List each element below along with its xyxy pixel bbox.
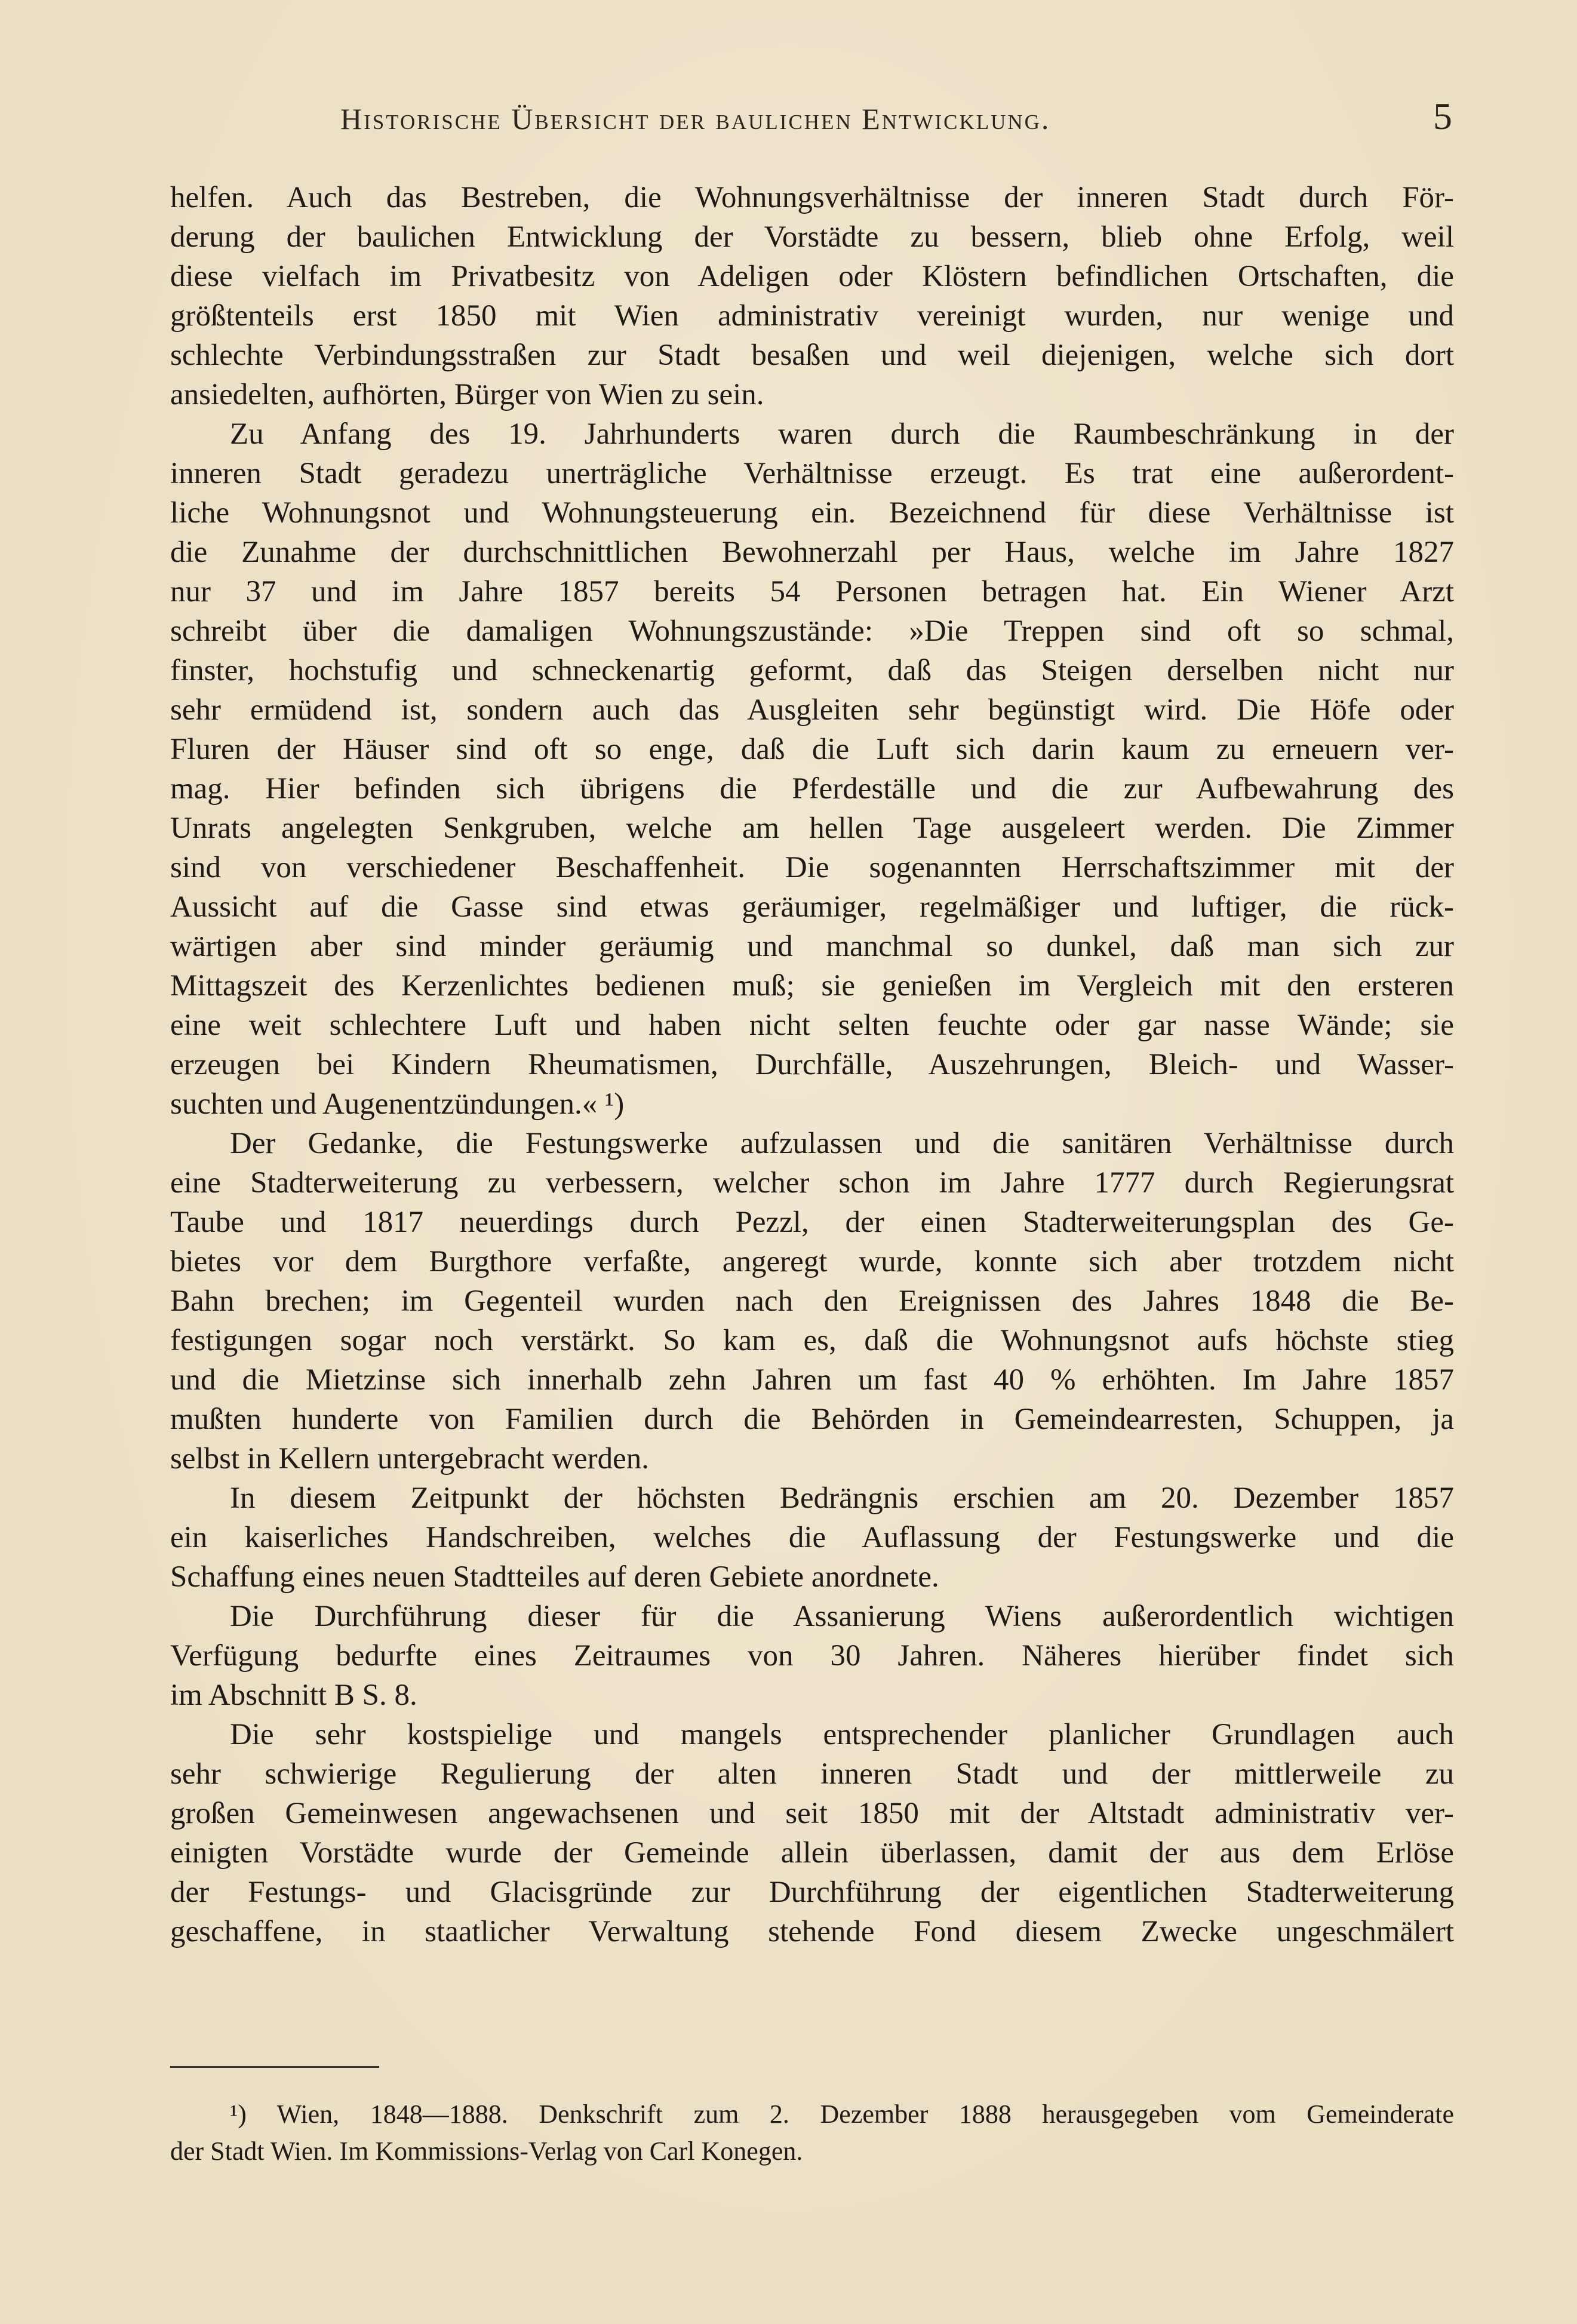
text-line: schlechte Verbindungsstraßen zur Stadt besaßen und weil diejenigen, welche sich dort [170,339,1454,372]
page-number: 5 [1433,95,1452,137]
running-head: Historische Übersicht der baulichen Entwicklung. [340,102,1051,136]
text-line: und die Mietzinse sich innerhalb zehn Jahren um fast 40 % erhöhten. Im Jahre 1857 [170,1363,1454,1397]
text-line: Der Gedanke, die Festungswerke aufzulassen und die sanitären Verhältnisse durch [230,1127,1454,1160]
text-line: geschaffene, in staatlicher Verwaltung stehende Fond diesem Zwecke ungeschmälert [170,1915,1454,1948]
footnotes [170,2096,1454,2170]
text-line: ein kaiserliches Handschreiben, welches die Auflassung der Festungswerke und die [170,1521,1454,1554]
text-line: Die Durchführung dieser für die Assanierung Wiens außerordentlich wichtigen [230,1600,1454,1633]
text-line: Zu Anfang des 19. Jahrhunderts waren durch die Raumbeschränkung in der [230,417,1454,451]
text-line: eine Stadterweiterung zu verbessern, welcher schon im Jahre 1777 durch Regierungsrat [170,1166,1454,1200]
text-line: erzeugen bei Kindern Rheumatismen, Durchfälle, Auszehrungen, Bleich- und Wasser- [170,1048,1454,1081]
page-header [0,90,1577,143]
footnote-line: der Stadt Wien. Im Kommissions-Verlag von Carl Konegen. [170,2137,803,2166]
text-line: ansiedelten, aufhörten, Bürger von Wien zu sein. [170,378,764,411]
text-line: Verfügung bedurfte eines Zeitraumes von 30 Jahren. Näheres hierüber findet sich [170,1639,1454,1673]
text-line: mag. Hier befinden sich übrigens die Pferdeställe und die zur Aufbewahrung des [170,772,1454,806]
text-line: diese vielfach im Privatbesitz von Adeligen oder Klöstern befindlichen Ortschaften, die [170,260,1454,293]
text-line: größtenteils erst 1850 mit Wien administrativ vereinigt wurden, nur wenige und [170,299,1454,333]
text-line: In diesem Zeitpunkt der höchsten Bedrängnis erschien am 20. Dezember 1857 [230,1481,1454,1515]
text-line: der Festungs- und Glacisgründe zur Durchführung der eigentlichen Stadterweiterung [170,1876,1454,1909]
text-line: einigten Vorstädte wurde der Gemeinde allein überlassen, damit der aus dem Erlöse [170,1836,1454,1870]
text-line: die Zunahme der durchschnittlichen Bewohnerzahl per Haus, welche im Jahre 1827 [170,536,1454,569]
text-line: sind von verschiedener Beschaffenheit. Die sogenannten Herrschaftszimmer mit der [170,851,1454,884]
text-line: inneren Stadt geradezu unerträgliche Verhältnisse erzeugt. Es trat eine außerordent- [170,457,1454,490]
text-line: Aussicht auf die Gasse sind etwas geräumiger, regelmäßiger und luftiger, die rück- [170,890,1454,924]
text-line: suchten und Augenentzündungen.« ¹) [170,1087,625,1121]
text-line: im Abschnitt B S. 8. [170,1679,417,1712]
text-line: Bahn brechen; im Gegenteil wurden nach den Ereignissen des Jahres 1848 die Be- [170,1284,1454,1318]
text-line: wärtigen aber sind minder geräumig und manchmal so dunkel, daß man sich zur [170,930,1454,963]
text-line: selbst in Kellern untergebracht werden. [170,1442,650,1475]
text-line: bietes vor dem Burgthore verfaßte, angeregt wurde, konnte sich aber trotzdem nicht [170,1245,1454,1278]
footnote-line: ¹) Wien, 1848—1888. Denkschrift zum 2. Dezember 1888 herausgegeben vom Gemeinderate [230,2099,1454,2129]
text-line: festigungen sogar noch verstärkt. So kam es, daß die Wohnungsnot aufs höchste stieg [170,1324,1454,1357]
text-line: helfen. Auch das Bestreben, die Wohnungsverhältnisse der inneren Stadt durch För- [170,181,1454,214]
text-line: liche Wohnungsnot und Wohnungsteuerung ein. Bezeichnend für diese Verhältnisse ist [170,496,1454,530]
text-line: großen Gemeinwesen angewachsenen und seit 1850 mit der Altstadt administrativ ver- [170,1797,1454,1830]
text-line: Taube und 1817 neuerdings durch Pezzl, der einen Stadterweiterungsplan des Ge- [170,1206,1454,1239]
text-line: Fluren der Häuser sind oft so enge, daß die Luft sich darin kaum zu erneuern ver- [170,733,1454,766]
footnote-divider [170,2066,379,2068]
text-line: eine weit schlechtere Luft und haben nicht selten feuchte oder gar nasse Wände; sie [170,1009,1454,1042]
text-line: Die sehr kostspielige und mangels entsprechender planlicher Grundlagen auch [230,1718,1454,1751]
body-text [170,178,1454,1951]
text-line: finster, hochstufig und schneckenartig geformt, daß das Steigen derselben nicht nur [170,654,1454,687]
text-line: Mittagszeit des Kerzenlichtes bedienen muß; sie genießen im Vergleich mit den ersteren [170,969,1454,1003]
text-line: schreibt über die damaligen Wohnungszustände: »Die Treppen sind oft so schmal, [170,614,1454,648]
text-line: sehr schwierige Regulierung der alten inneren Stadt und der mittlerweile zu [170,1757,1454,1791]
text-line: Unrats angelegten Senkgruben, welche am hellen Tage ausgeleert werden. Die Zimmer [170,811,1454,845]
text-line: nur 37 und im Jahre 1857 bereits 54 Personen betragen hat. Ein Wiener Arzt [170,575,1454,608]
text-line: sehr ermüdend ist, sondern auch das Ausgleiten sehr begünstigt wird. Die Höfe oder [170,693,1454,727]
text-line: derung der baulichen Entwicklung der Vorstädte zu bessern, blieb ohne Erfolg, weil [170,220,1454,254]
text-line: Schaffung eines neuen Stadtteiles auf deren Gebiete anordnete. [170,1560,939,1594]
text-line: mußten hunderte von Familien durch die Behörden in Gemeindearresten, Schuppen, ja [170,1403,1454,1436]
